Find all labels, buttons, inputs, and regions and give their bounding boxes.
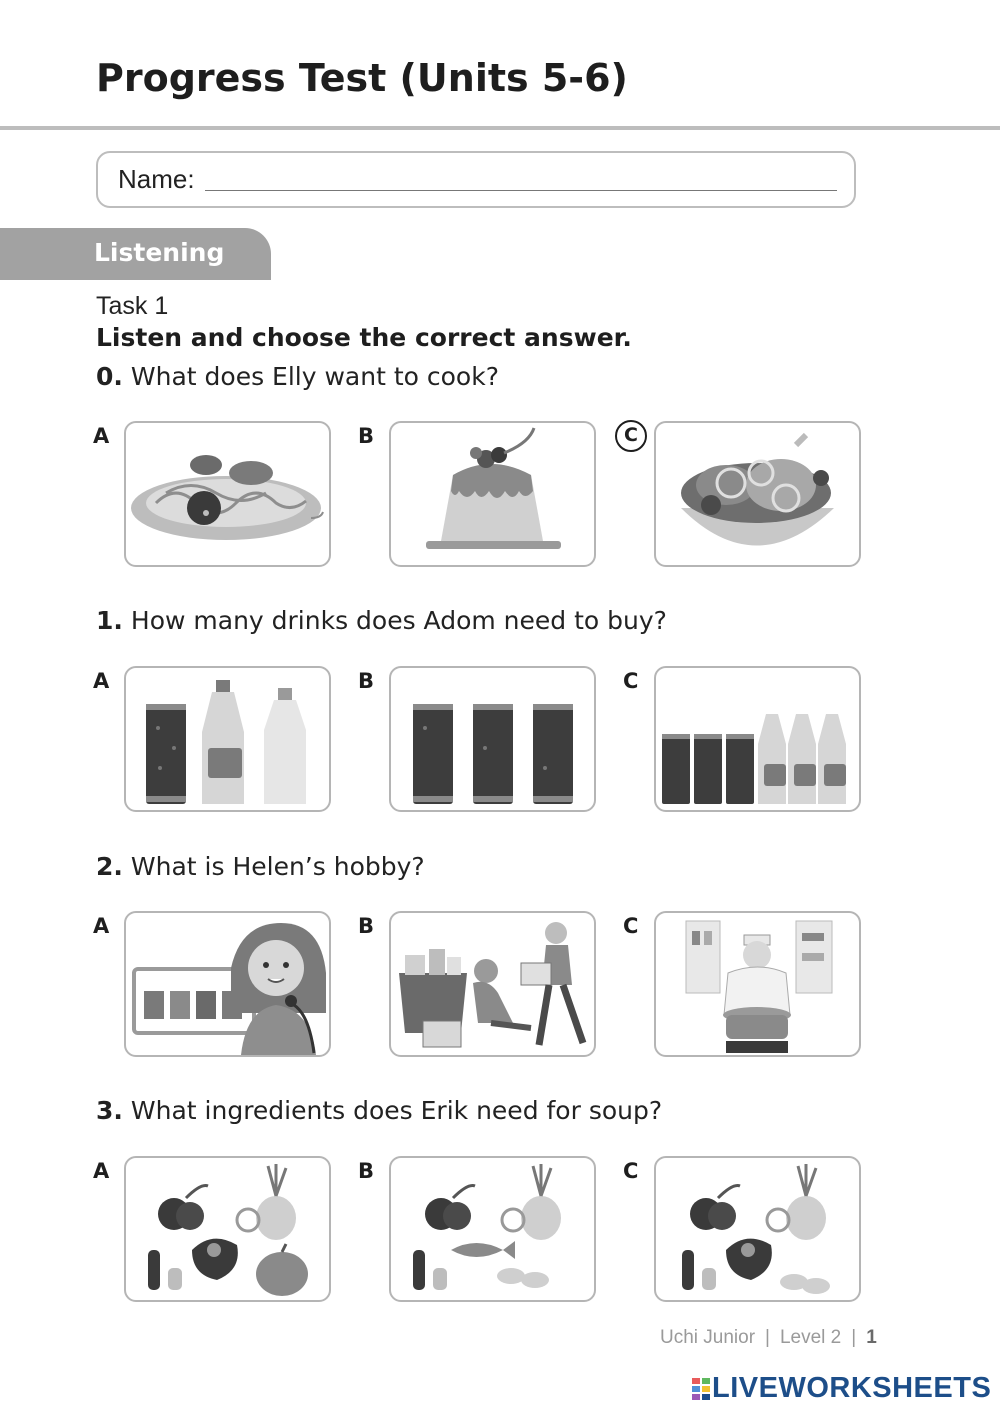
header-divider: [0, 126, 1000, 130]
section-label: Listening: [94, 238, 225, 267]
option-image-b[interactable]: [389, 1156, 596, 1302]
cans-and-bottles-icon: [656, 668, 859, 810]
option-letter-c: C: [624, 424, 638, 446]
footer-level: Level 2: [779, 1327, 842, 1348]
option-letter-b[interactable]: B: [358, 914, 375, 938]
page-number: 1: [866, 1327, 877, 1348]
footer-separator: |: [851, 1327, 857, 1348]
tomato-onion-ham-icon: [656, 1158, 859, 1300]
option-letter-c[interactable]: C: [623, 1159, 639, 1183]
option-image-a[interactable]: [124, 1156, 331, 1302]
cooking-chef-icon: [656, 913, 859, 1055]
option-letter-b[interactable]: B: [358, 669, 375, 693]
spaghetti-plate-icon: [126, 423, 329, 565]
question-text: How many drinks does Adom need to buy?: [130, 606, 667, 635]
three-cans-icon: [391, 668, 594, 810]
task-instruction: Listen and choose the correct answer.: [96, 323, 632, 352]
option-image-a[interactable]: [124, 666, 331, 812]
option-letter-a[interactable]: A: [93, 669, 110, 693]
question-number: 3.: [96, 1096, 123, 1125]
option-image-a[interactable]: [124, 421, 331, 567]
question-number: 1.: [96, 606, 123, 635]
tomato-onion-fish-icon: [391, 1158, 594, 1300]
option-letter-b[interactable]: B: [358, 1159, 375, 1183]
question-1: [96, 606, 667, 635]
page-footer: [660, 1327, 877, 1349]
option-image-c[interactable]: [654, 421, 861, 567]
brand-wordmark[interactable]: LIVEWORKSHEETS: [712, 1372, 992, 1404]
can-and-bottles-icon: [126, 668, 329, 810]
option-letter-a[interactable]: A: [93, 914, 110, 938]
chicken-salad-icon: [656, 423, 859, 565]
option-letter-c[interactable]: C: [623, 914, 639, 938]
question-text: What is Helen’s hobby?: [130, 852, 425, 881]
footer-publisher: Uchi Junior: [660, 1327, 756, 1348]
option-image-c[interactable]: [654, 1156, 861, 1302]
liveworksheets-logo-icon: [692, 1378, 710, 1400]
option-image-b[interactable]: [389, 421, 596, 567]
question-2: [96, 852, 425, 881]
option-image-a[interactable]: [124, 911, 331, 1057]
name-field[interactable]: [96, 151, 856, 208]
name-input-line[interactable]: [205, 190, 837, 191]
option-letter-a[interactable]: A: [93, 424, 110, 448]
pudding-icon: [391, 423, 594, 565]
singing-girl-icon: [126, 913, 329, 1055]
option-image-c[interactable]: [654, 666, 861, 812]
footer-separator: |: [765, 1327, 770, 1348]
option-image-b[interactable]: [389, 666, 596, 812]
recycling-helpers-icon: [391, 913, 594, 1055]
page-title: Progress Test (Units 5-6): [96, 56, 628, 100]
selected-answer-circle[interactable]: [615, 420, 647, 452]
option-image-c[interactable]: [654, 911, 861, 1057]
section-tab-listening: [0, 228, 271, 280]
option-letter-b[interactable]: B: [358, 424, 375, 448]
option-letter-c[interactable]: C: [623, 669, 639, 693]
tomato-onion-ham-pumpkin-icon: [126, 1158, 329, 1300]
question-number: 2.: [96, 852, 123, 881]
question-text: What ingredients does Erik need for soup?: [130, 1096, 663, 1125]
question-text: What does Elly want to cook?: [130, 362, 499, 391]
option-letter-a[interactable]: A: [93, 1159, 110, 1183]
option-image-b[interactable]: [389, 911, 596, 1057]
question-number: 0.: [96, 362, 123, 391]
task-label: Task 1: [96, 292, 169, 320]
question-0: [96, 362, 499, 391]
name-label: Name:: [118, 164, 195, 194]
question-3: [96, 1096, 662, 1125]
